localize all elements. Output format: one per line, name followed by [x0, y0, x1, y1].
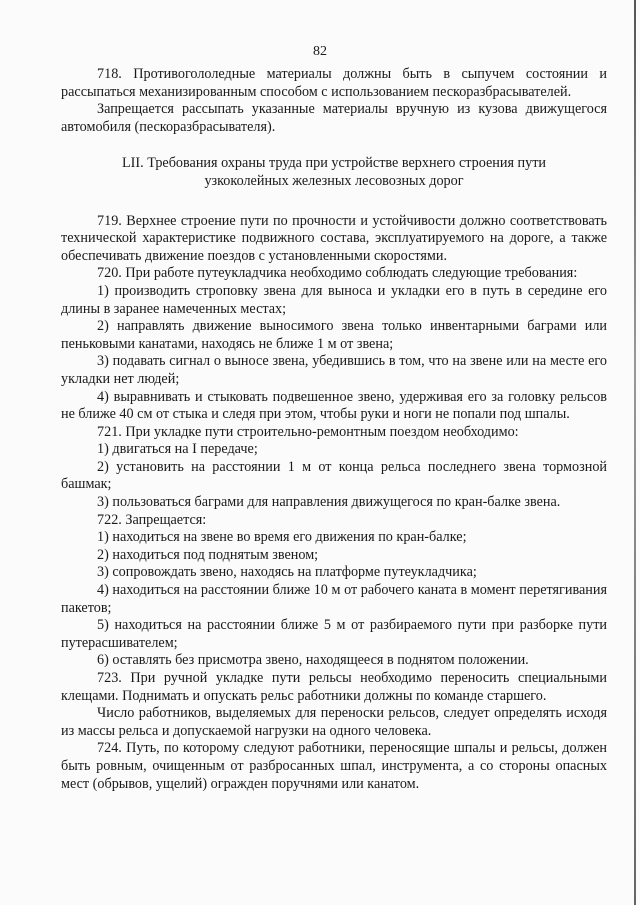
list-item-720-4: 4) выравнивать и стыковать подвешенное звено, удерживая его за головку рельсов не ближе 40 см от стыка и следя при этом, чтобы руки и ноги не попали под шпалы.	[61, 388, 607, 423]
paragraph-720: 720. При работе путеукладчика необходимо соблюдать следующие требования:	[97, 265, 578, 282]
section-heading	[81, 155, 587, 190]
paragraph-723: 723. При ручной укладке пути рельсы необходимо переносить специальными клещами. Поднимать и опускать рельс работники должны по команде старшего.	[61, 670, 607, 704]
list-item-721-1: 1) двигаться на I передаче;	[97, 441, 258, 458]
list-item-721-2: 2) установить на расстоянии 1 м от конца рельса последнего звена тормозной башмак;	[61, 458, 607, 493]
page-number: 82	[313, 44, 327, 59]
paragraph-719: 719. Верхнее строение пути по прочности и устойчивости должно соответствовать технической характеристике подвижного состава, эксплуатируемого на дороге, а также обеспечивать движение поездов с установленными скоростями.	[61, 212, 607, 264]
paragraph-721: 721. При укладке пути строительно-ремонтным поездом необходимо:	[97, 423, 519, 440]
list-item-722-3: 3) сопровождать звено, находясь на платформе путеукладчика;	[97, 564, 477, 581]
list-item-720-2: 2) направлять движение выносимого звена только инвентарными баграми или пеньковыми канатами, находясь не ближе 1 м от звена;	[61, 318, 607, 352]
paragraph-722: 722. Запрещается:	[97, 511, 207, 528]
list-item-721-3: 3) пользоваться баграми для направления движущегося по кран-балке звена.	[97, 494, 561, 511]
list-item-720-3: 3) подавать сигнал о выносе звена, убедившись в том, что на звене или на месте его укладки нет людей;	[61, 353, 607, 387]
page-content	[61, 66, 607, 793]
list-item-720-1: 1) производить строповку звена для выноса и укладки его в путь в середине его длины в заранее намеченных местах;	[61, 282, 607, 317]
section-heading-line-1: LII. Требования охраны труда при устройстве верхнего строения пути	[121, 155, 547, 172]
list-item-722-6: 6) оставлять без присмотра звено, находящееся в поднятом положении.	[97, 652, 529, 669]
list-item-722-2: 2) находиться под поднятым звеном;	[97, 546, 319, 563]
section-heading-line-2: узкоколейных железных лесовозных дорог	[204, 172, 464, 189]
paragraph-724: 724. Путь, по которому следуют работники, переносящие шпалы и рельсы, должен быть ровным, очищенным от разбросанных шпал, инструмента, а со стороны опасных мест (обрывов, ущелий) огражден поручнями или канатом.	[61, 740, 607, 792]
paragraph-723-workers: Число работников, выделяемых для переноски рельсов, следует определять исходя из массы рельса и допускаемой нагрузки на одного человека.	[61, 705, 607, 739]
paragraph-718: 718. Противогололедные материалы должны быть в сыпучем состоянии и рассыпаться механизированным способом с использованием пескоразбрасывателей.	[61, 66, 607, 100]
list-item-722-5: 5) находиться на расстоянии ближе 5 м от разбираемого пути при разборке пути путерасшивателем;	[61, 617, 607, 651]
scan-edge	[634, 0, 636, 905]
paragraph-718-prohibition: Запрещается рассыпать указанные материалы вручную из кузова движущегося автомобиля (пескоразбрасывателя).	[61, 101, 607, 135]
list-item-722-4: 4) находиться на расстоянии ближе 10 м от рабочего каната в момент перетягивания пакетов;	[61, 582, 607, 616]
list-item-722-1: 1) находиться на звене во время его движения по кран-балке;	[97, 529, 467, 546]
